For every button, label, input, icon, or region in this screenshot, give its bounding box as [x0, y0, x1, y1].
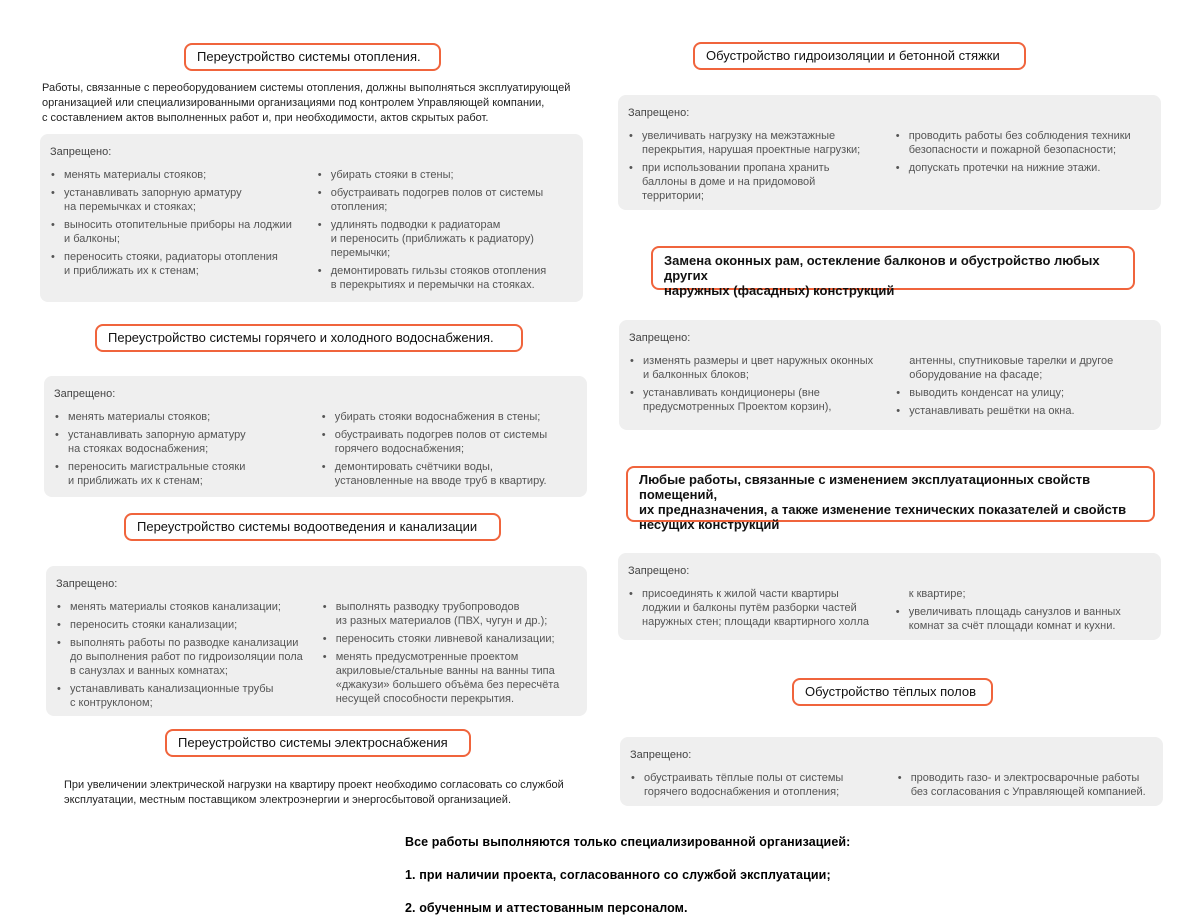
- list-column-left: [54, 410, 321, 492]
- section-title-floors: Обустройство тёплых полов: [792, 678, 993, 706]
- list-column-right: [895, 354, 1151, 422]
- footer-line-3: 2. обученным и аттестованным персоналом.: [405, 901, 688, 915]
- list-item: • демонтировать гильзы стояков отопления в перекрытиях и перемычки на стояках.: [317, 264, 573, 292]
- list-item: • устанавливать запорную арматуру на перемычках и стояках;: [50, 186, 317, 214]
- list-item: • выводить конденсат на улицу;: [895, 386, 1151, 400]
- prohibited-box-water: [44, 376, 587, 497]
- list-column-left: [56, 600, 322, 714]
- prohibited-label: Запрещено:: [56, 578, 118, 590]
- prohibited-box-sewer: [46, 566, 587, 716]
- list-item: • переносить стояки ливневой канализации;: [322, 632, 577, 646]
- section-title-structure: Любые работы, связанные с изменением эксплуатационных свойств помещений, их предназначения, а также изменение технических показателей и свойств несущих конструкций: [626, 466, 1155, 522]
- list-item: • обустраивать подогрев полов от системы отопления;: [317, 186, 573, 214]
- footer-line-2: 1. при наличии проекта, согласованного со службой эксплуатации;: [405, 868, 831, 882]
- list-item: • изменять размеры и цвет наружных оконных и балконных блоков;: [629, 354, 895, 382]
- prohibited-label: Запрещено:: [628, 107, 690, 119]
- prohibited-box-heating: [40, 134, 583, 302]
- list-item: • присоединять к жилой части квартиры лоджии и балконы путём разборки частей наружных стен; площади квартирного холла: [628, 587, 895, 629]
- prohibited-label: Запрещено:: [629, 332, 691, 344]
- list-item: • переносить стояки, радиаторы отопления и приближать их к стенам;: [50, 250, 317, 278]
- list-column-left: [629, 354, 895, 422]
- list-item: • переносить магистральные стояки и приближать их к стенам;: [54, 460, 321, 488]
- list-item: • переносить стояки канализации;: [56, 618, 322, 632]
- list-column-left: [628, 129, 895, 207]
- list-item: • менять предусмотренные проектом акриловые/стальные ванны на ванны типа «джакузи» большего объёма без пересчёта несущей способности перекрытия.: [322, 650, 577, 706]
- list-item: • выносить отопительные приборы на лоджии и балконы;: [50, 218, 317, 246]
- prohibited-label: Запрещено:: [628, 565, 690, 577]
- list-column-right: [322, 600, 577, 714]
- list-item: • устанавливать кондиционеры (вне предусмотренных Проектом корзин),: [629, 386, 895, 414]
- list-column-right: [895, 129, 1151, 207]
- list-item: • убирать стояки водоснабжения в стены;: [321, 410, 577, 424]
- list-item: к квартире;: [908, 588, 966, 600]
- list-item: • допускать протечки на нижние этажи.: [895, 161, 1151, 175]
- list-item: • обустраивать тёплые полы от системы горячего водоснабжения и отопления;: [630, 771, 897, 799]
- list-column-right: [317, 168, 573, 296]
- list-item: антенны, спутниковые тарелки и другое оборудование на фасаде;: [909, 355, 1114, 381]
- prohibited-box-waterproof: [618, 95, 1161, 210]
- list-item: • устанавливать запорную арматуру на стояках водоснабжения;: [54, 428, 321, 456]
- list-item: • убирать стояки в стены;: [317, 168, 573, 182]
- list-item: • устанавливать канализационные трубы с контруклоном;: [56, 682, 322, 710]
- electric-intro: При увеличении электрической нагрузки на квартиру проект необходимо согласовать со службой эксплуатации, местным поставщиком электроэнергии и энергосбытовой организацией.: [64, 779, 564, 806]
- section-title-water: Переустройство системы горячего и холодного водоснабжения.: [95, 324, 523, 352]
- list-item: • при использовании пропана хранить баллоны в доме и на придомовой территории;: [628, 161, 895, 203]
- section-title-heating: Переустройство системы отопления.: [184, 43, 441, 71]
- section-title-electric: Переустройство системы электроснабжения: [165, 729, 471, 757]
- list-item: • увеличивать площадь санузлов и ванных комнат за счёт площади комнат и кухни.: [895, 605, 1151, 633]
- list-column-right: [895, 587, 1151, 637]
- list-column-left: [50, 168, 317, 296]
- list-column-left: [628, 587, 895, 637]
- list-item: • обустраивать подогрев полов от системы горячего водоснабжения;: [321, 428, 577, 456]
- prohibited-label: Запрещено:: [630, 749, 692, 761]
- list-column-right: [321, 410, 577, 492]
- list-item: • увеличивать нагрузку на межэтажные перекрытия, нарушая проектные нагрузки;: [628, 129, 895, 157]
- list-item: • удлинять подводки к радиаторам и переносить (приближать к радиатору) перемычки;: [317, 218, 573, 260]
- heating-intro: Работы, связанные с переоборудованием системы отопления, должны выполняться эксплуатирующей организацией или специализированными организациями под контролем Управляющей компании, с составлением актов выполненных работ и, при необходимости, актов скрытых работ.: [42, 82, 571, 124]
- footer-line-1: Все работы выполняются только специализированной организацией:: [405, 835, 851, 849]
- list-item: • менять материалы стояков;: [50, 168, 317, 182]
- list-item: • менять материалы стояков канализации;: [56, 600, 322, 614]
- section-title-sewer: Переустройство системы водоотведения и канализации: [124, 513, 501, 541]
- prohibited-label: Запрещено:: [50, 146, 112, 158]
- list-column-right: [897, 771, 1153, 803]
- prohibited-box-windows: [619, 320, 1161, 430]
- section-title-windows: Замена оконных рам, остекление балконов и обустройство любых других наружных (фасадных) конструкций: [651, 246, 1135, 290]
- list-item: • проводить газо- и электросварочные работы без согласования с Управляющей компанией.: [897, 771, 1153, 799]
- prohibited-label: Запрещено:: [54, 388, 116, 400]
- list-item: • менять материалы стояков;: [54, 410, 321, 424]
- list-item: • выполнять разводку трубопроводов из разных материалов (ПВХ, чугун и др.);: [322, 600, 577, 628]
- list-column-left: [630, 771, 897, 803]
- list-item: • проводить работы без соблюдения техники безопасности и пожарной безопасности;: [895, 129, 1151, 157]
- list-item: • выполнять работы по разводке канализации до выполнения работ по гидроизоляции пола в санузлах и ванных комнатах;: [56, 636, 322, 678]
- section-title-waterproof: Обустройство гидроизоляции и бетонной стяжки: [693, 42, 1026, 70]
- list-item: • устанавливать решётки на окна.: [895, 404, 1151, 418]
- prohibited-box-structure: [618, 553, 1161, 640]
- list-item: • демонтировать счётчики воды, установленные на вводе труб в квартиру.: [321, 460, 577, 488]
- prohibited-box-floors: [620, 737, 1163, 806]
